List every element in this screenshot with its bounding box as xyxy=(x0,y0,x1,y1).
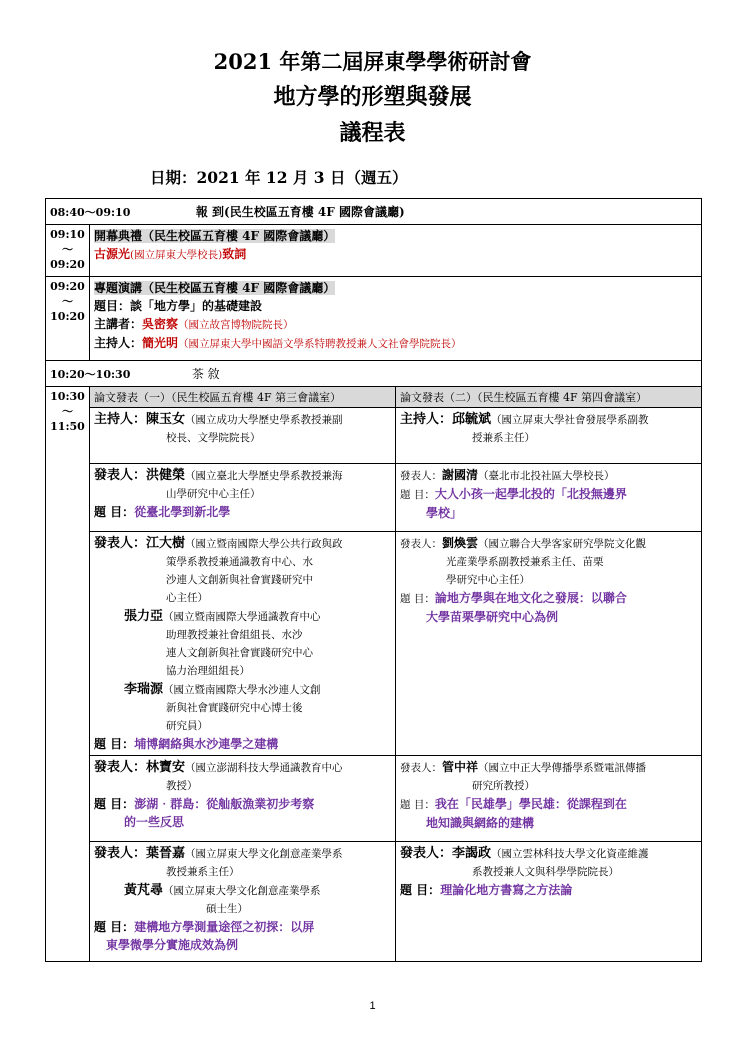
session-2-host-title: （國立屏東大學社會發展學系副教 xyxy=(491,414,649,426)
presenter-name: 黃芃尋 xyxy=(124,883,164,898)
session-1-host-label: 主持人： xyxy=(94,412,147,427)
presenter-name: 林寶安 xyxy=(146,760,186,775)
paper-topic: 理論化地方書寫之方法論 xyxy=(440,883,573,897)
opening-speaker: 古源光 xyxy=(94,247,131,261)
session-heading-row xyxy=(46,387,702,408)
registration-row xyxy=(46,199,702,225)
presenter-name: 葉晉嘉 xyxy=(146,846,186,861)
keynote-lecturer-title: （國立故宮博物院院長） xyxy=(178,319,294,331)
opening-speaker-title: (國立屏東大學校長) xyxy=(130,249,223,261)
keynote-host: 簡光明 xyxy=(142,336,179,350)
session-1-host-title: （國立成功大學歷史學系教授兼副 xyxy=(185,414,343,426)
paper-topic: 建構地方學測量途徑之初探：以屏 xyxy=(134,920,315,934)
opening-heading: 開幕典禮（民生校區五育樓 4F 國際會議廳） xyxy=(94,229,336,243)
host-row: 主持人：陳玉女（國立成功大學歷史學系教授兼副 校長、文學院院長） 主持人：邱毓斌（國立屏東大學社會發展學系副教 授兼系主任） xyxy=(46,408,702,464)
registration-text: 報 到(民生校區五育樓 4F 國際會議廳) xyxy=(195,205,405,219)
session-time: 10:30 ～ 11:50 xyxy=(46,387,90,962)
opening-speech: 致詞 xyxy=(222,247,247,261)
paper-row: 發表人：林寶安（國立澎湖科技大學通識教育中心 教授） 題 目：澎湖‧群島：從舢舨漁業初步考察 的一些反思 發表人：管中祥（國立中正大學傳播學系暨電訊傳播 研究所教授） 題 目：我在「民雄學」學民雄：從課程到在 地知識與網絡的建構 xyxy=(46,756,702,842)
agenda-heading: 議程表 xyxy=(339,120,406,146)
session-2-heading: 論文發表（二）（民生校區五育樓 4F 第四會議室） xyxy=(396,387,702,408)
keynote-host-label: 主持人： xyxy=(94,336,143,350)
presenter-name: 劉煥雲 xyxy=(442,536,479,550)
paper-topic: 埔博網絡與水沙連學之建構 xyxy=(134,737,279,751)
presenter-name: 謝國清 xyxy=(442,468,479,482)
presenter-name: 李瑞源 xyxy=(124,682,164,697)
event-date: 日期：2021 年 12 月 3 日（週五） xyxy=(150,168,408,187)
keynote-host-title: （國立屏東大學中國語文學系特聘教授兼人文社會學院院長） xyxy=(178,338,462,350)
presenter-name: 江大樹 xyxy=(146,536,186,551)
presenter-name: 管中祥 xyxy=(442,760,479,774)
document-subtitle: 地方學的形塑與發展 xyxy=(273,84,472,110)
break-text: 茶 敘 xyxy=(191,367,220,381)
presenter-name: 洪健榮 xyxy=(146,468,186,483)
keynote-lecturer-label: 主講者： xyxy=(94,317,143,331)
presenter-name: 李謁政 xyxy=(452,846,492,861)
keynote-topic: 題目：談「地方學」的基礎建設 xyxy=(94,299,263,313)
paper-row: 發表人：葉晉嘉（國立屏東大學文化創意產業學系 教授兼系主任） 黃芃尋（國立屏東大學文化創意產業學系 碩士生） 題 目：建構地方學測量途徑之初探：以屏 東學微學分實施成效為例 發表人：李謁政（國立雲林科技大學文化資產維護 系教授兼人文與科學學院院長） 題 目：理論化地方書寫之方法論 xyxy=(46,842,702,962)
break-row xyxy=(46,361,702,387)
session-1-host: 陳玉女 xyxy=(146,412,186,427)
keynote-lecturer: 吳密察 xyxy=(142,317,179,331)
paper-topic: 澎湖‧群島：從舢舨漁業初步考察 xyxy=(134,797,315,811)
session-2-host-label: 主持人： xyxy=(400,412,453,427)
page-number: 1 xyxy=(369,1000,376,1012)
paper-topic: 從臺北學到新北學 xyxy=(134,505,231,519)
opening-row xyxy=(46,225,702,277)
session-1-heading: 論文發表（一）（民生校區五育樓 4F 第三會議室） xyxy=(90,387,396,408)
paper-row: 發表人：洪健榮（國立臺北大學歷史學系教授兼海 山學研究中心主任） 題 目：從臺北學到新北學 發表人：謝國清（臺北市北投社區大學校長） 題 目：大人小孩一起學北投的「北投無邊界 學校」 xyxy=(46,464,702,532)
paper-topic: 論地方學與在地文化之發展：以聯合 xyxy=(434,591,627,605)
keynote-time: 09:20 ～ 10:20 xyxy=(46,277,90,361)
keynote-row xyxy=(46,277,702,361)
registration-time: 08:40～09:10 xyxy=(50,206,131,219)
session-2-host: 邱毓斌 xyxy=(452,412,492,427)
break-time: 10:20～10:30 xyxy=(50,368,131,381)
keynote-heading: 專題演講（民生校區五育樓 4F 國際會議廳） xyxy=(94,281,336,295)
paper-row: 發表人：江大樹（國立暨南國際大學公共行政與政 策學系教授兼通識教育中心、水 沙連人文創新與社會實踐研究中 心主任） 張力亞（國立暨南國際大學通識教育中心 助理教授兼社會組組長、水沙 連人文創新與社會實踐研究中心 協力治理組組長） 李瑞源（國立暨南國際大學水沙連人文創 新與社會實踐研究中心博士後 研究員） 題 目：埔博網絡與水沙連學之建構 發表人：劉煥雲（國立聯合大學客家研究學院文化觀 光產業學系副教授兼系主任、苗栗 學研究中心主任） 題 目：論地方學與在地文化之發展：以聯合 大學苗栗學研究中心為例 xyxy=(46,532,702,756)
agenda-table xyxy=(45,198,702,962)
paper-topic: 我在「民雄學」學民雄：從課程到在 xyxy=(434,797,627,811)
paper-topic: 大人小孩一起學北投的「北投無邊界 xyxy=(434,487,627,501)
document-title: 2021 年第二屆屏東學學術研討會 xyxy=(213,49,532,74)
presenter-name: 張力亞 xyxy=(124,609,164,624)
opening-time: 09:10 ～ 09:20 xyxy=(46,225,90,277)
